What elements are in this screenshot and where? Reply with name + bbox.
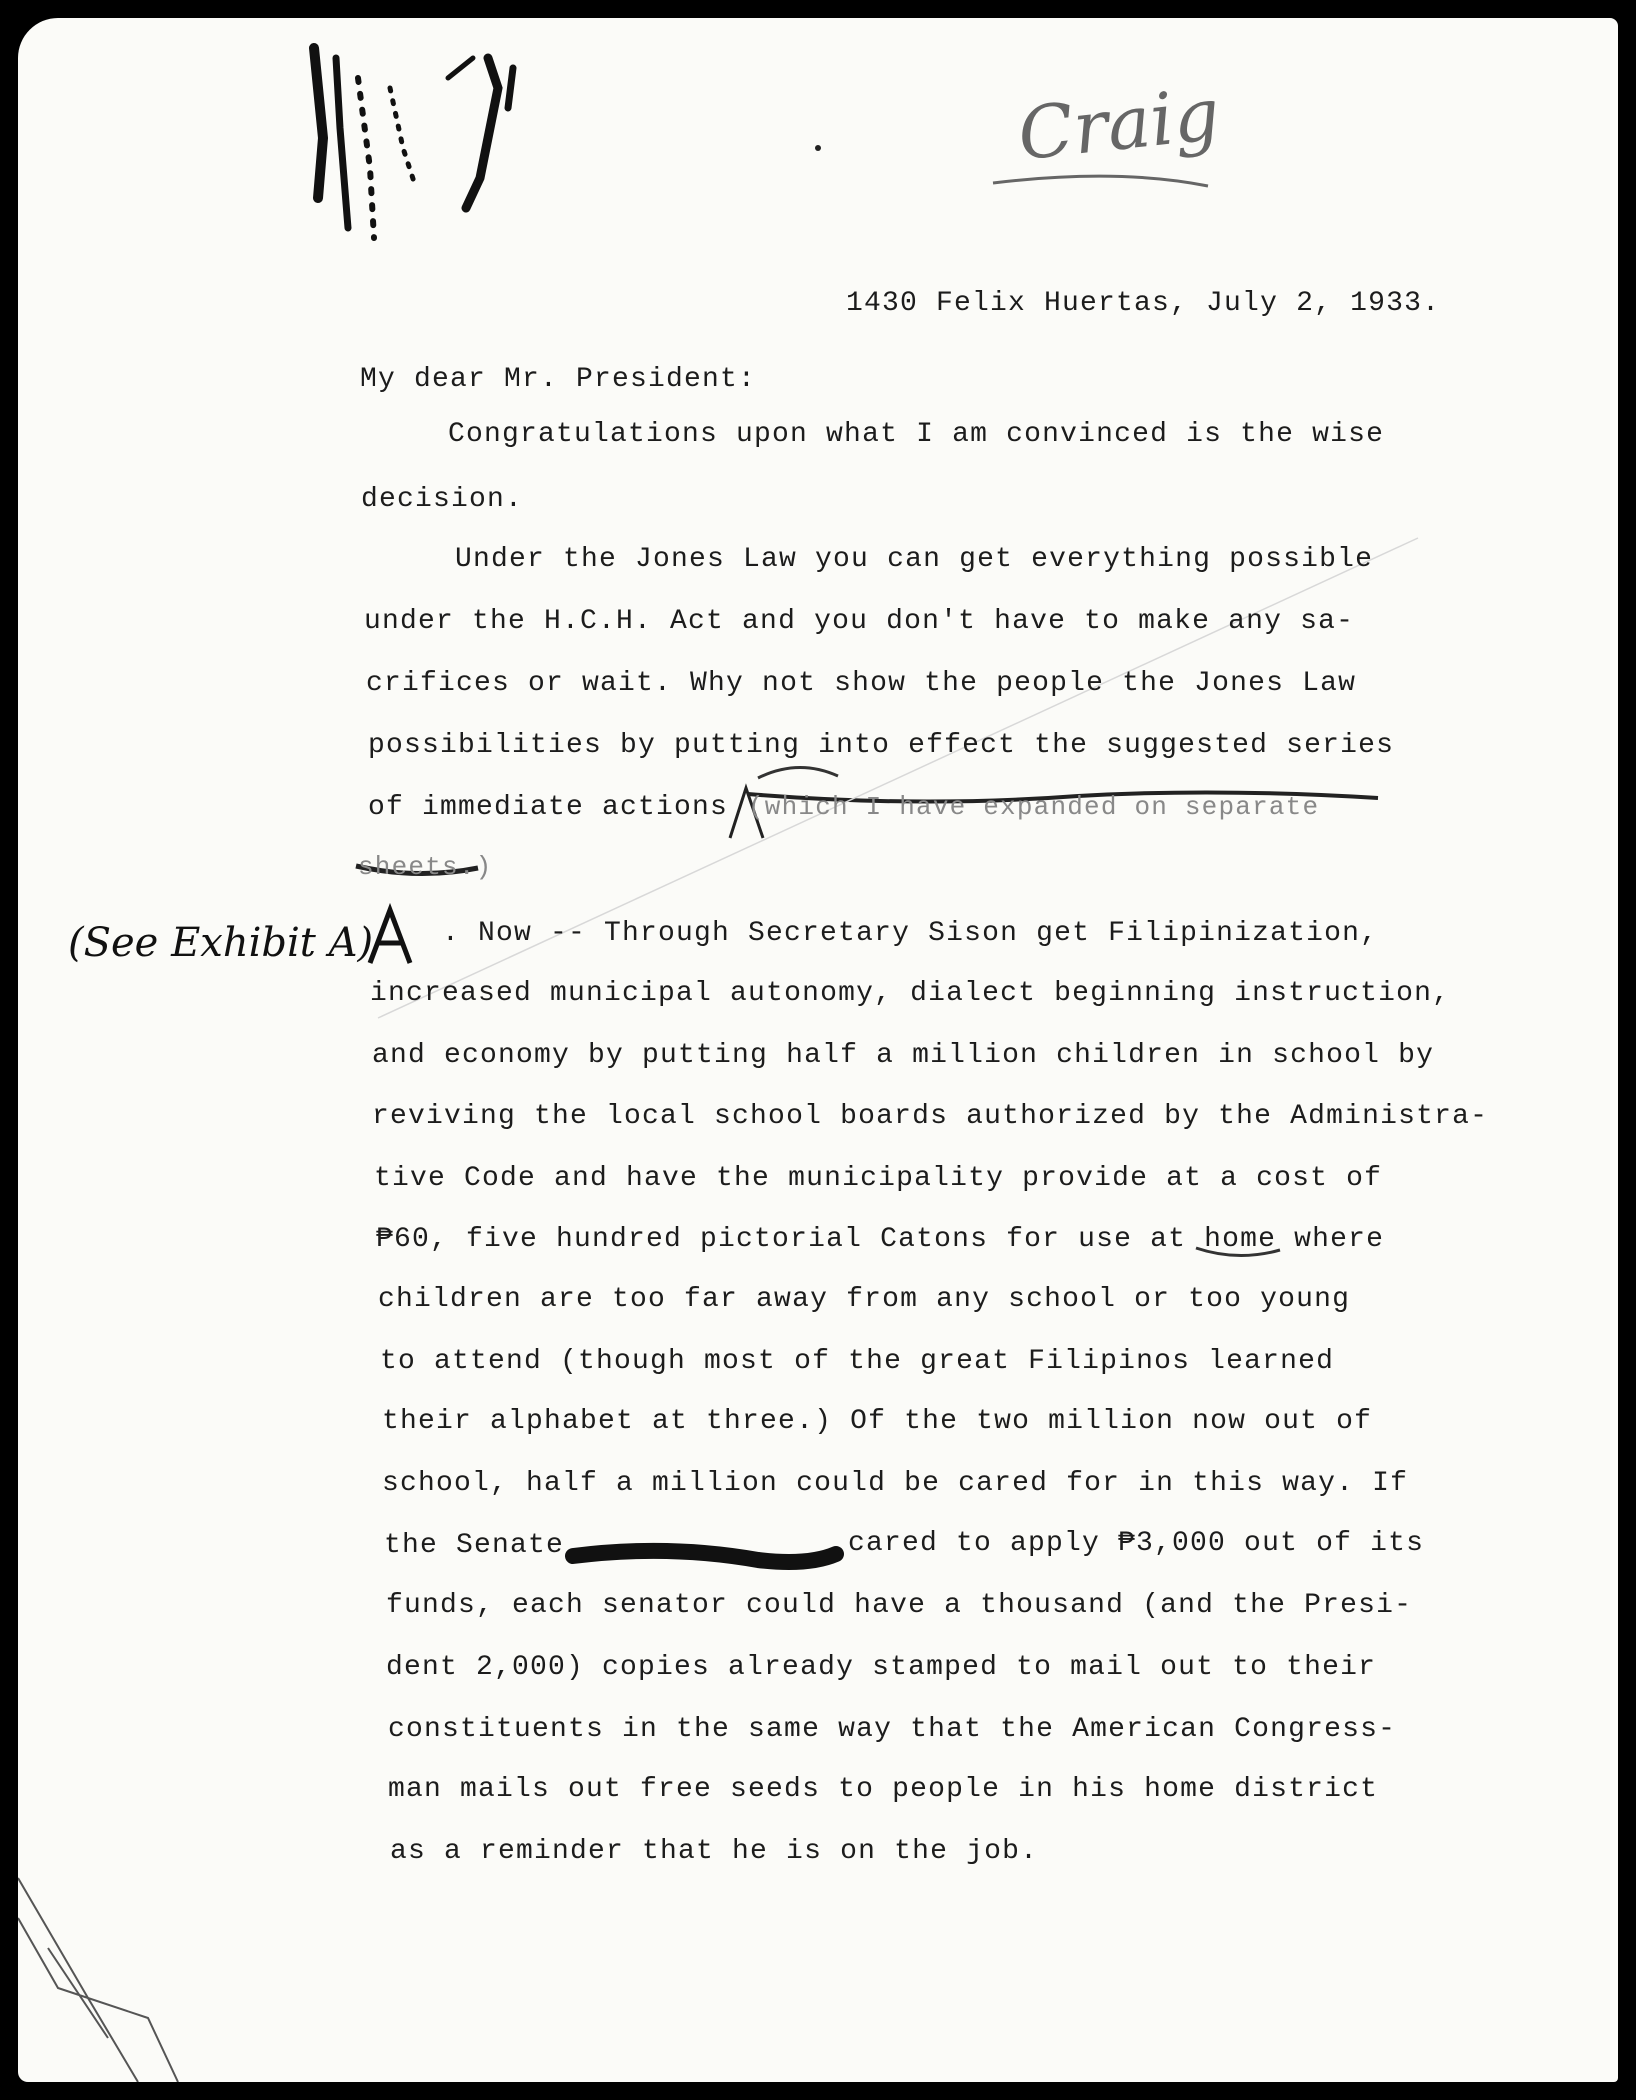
body-line: Under the Jones Law you can get everything possible [455,544,1374,575]
body-line: their alphabet at three.) Of the two million now out of [382,1406,1373,1437]
body-line: of immediate actions [368,792,729,823]
body-line: the Senate [384,1530,565,1561]
body-line: cared to apply ₱3,000 out of its [848,1528,1425,1559]
body-line: dent 2,000) copies already stamped to mail out to their [386,1652,1377,1683]
body-line: increased municipal autonomy, dialect beginning instruction, [370,978,1451,1009]
body-line: Congratulations upon what I am convinced is the wise [448,419,1385,450]
body-line: school, half a million could be cared for in this way. If [382,1468,1409,1499]
handwritten-name: Craig [1014,71,1224,177]
body-line: to attend (though most of the great Filipinos learned [380,1346,1335,1377]
body-line: and economy by putting half a million children in school by [372,1040,1435,1071]
body-line: as a reminder that he is on the job. [390,1836,1039,1867]
margin-note: (See Exhibit A) [68,920,374,966]
body-line: reviving the local school boards authorized by the Administra- [372,1101,1489,1132]
struck-text: sheets.) [358,852,493,882]
body-line: tive Code and have the municipality provide at a cost of [374,1163,1383,1194]
body-line: ₱60, five hundred pictorial Catons for use at home where [376,1224,1385,1255]
folded-corner [18,1878,178,2082]
salutation: My dear Mr. President: [360,364,757,395]
struck-text: (which I have expanded on separate [748,792,1320,822]
body-line: . Now -- Through Secretary Sison get Filipinization, [442,918,1379,949]
date-line: 1430 Felix Huertas, July 2, 1933. [846,288,1441,319]
body-line: children are too far away from any school or too young [378,1284,1351,1315]
body-line: decision. [361,484,524,515]
body-line: possibilities by putting into effect the suggested series [368,730,1395,761]
top-left-scribble [314,48,513,238]
body-line: under the H.C.H. Act and you don't have to make any sa- [364,606,1355,637]
body-line: crifices or wait. Why not show the people the Jones Law [366,668,1357,699]
letter-page [18,18,1618,2082]
body-line: constituents in the same way that the American Congress- [388,1714,1397,1745]
body-line: funds, each senator could have a thousand (and the Presi- [386,1590,1413,1621]
body-line: man mails out free seeds to people in his home district [388,1774,1379,1805]
